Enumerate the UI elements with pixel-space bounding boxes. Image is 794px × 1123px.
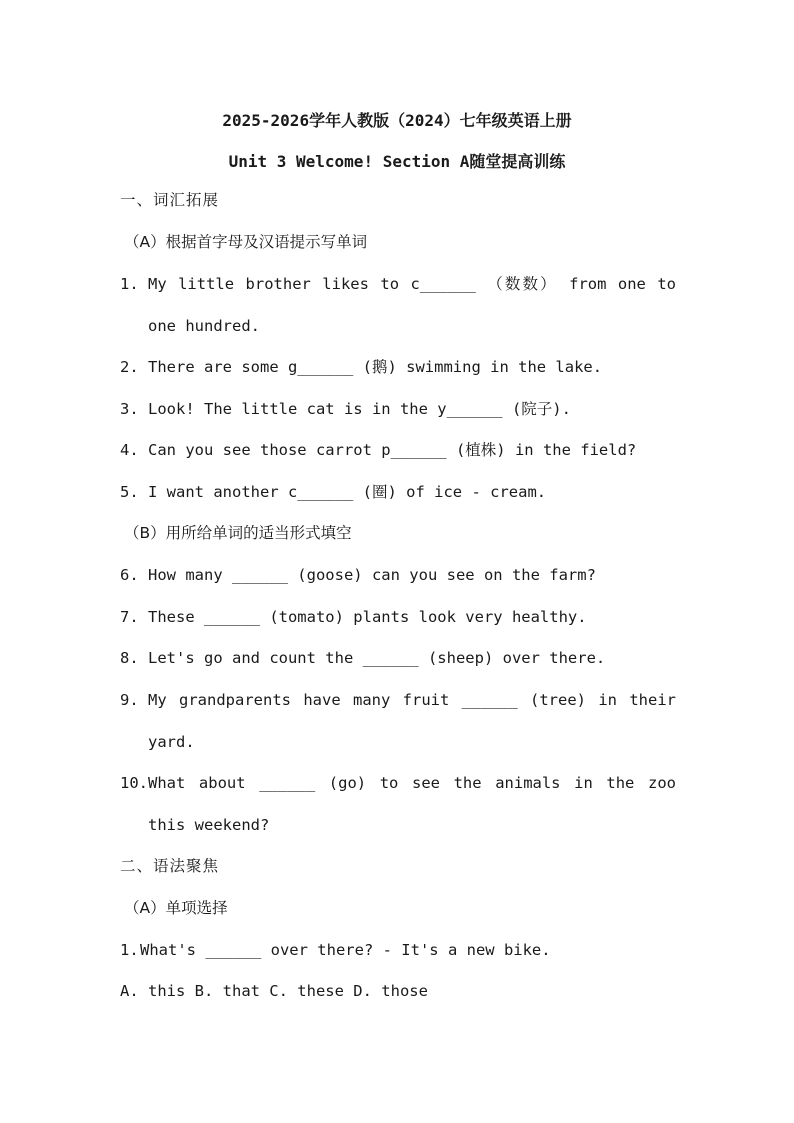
question-text: Look! The little cat is in the y______ (院子). xyxy=(148,400,571,418)
answer-options: A. this B. that C. these D. those xyxy=(120,982,428,1000)
question-item xyxy=(120,440,676,460)
question-text-continued: yard. xyxy=(148,733,195,751)
question-number: 3. xyxy=(120,400,139,418)
question-item xyxy=(120,482,676,502)
question-number: 8. xyxy=(120,649,139,667)
question-text: What about ______ (go) to see the animals in the zoo xyxy=(148,774,676,792)
question-item xyxy=(120,648,676,668)
question-number: 6. xyxy=(120,566,139,584)
question-number: 4. xyxy=(120,441,139,459)
question-text: My little brother likes to c______ （数数） from one to xyxy=(148,275,676,293)
question-number: 10. xyxy=(120,774,148,792)
question-item xyxy=(120,274,676,294)
question-number: 5. xyxy=(120,483,139,501)
question-item xyxy=(120,357,676,377)
section-heading-vocabulary: 一、词汇拓展 xyxy=(120,191,220,209)
question-item xyxy=(120,607,676,627)
part-heading-b: （B）用所给单词的适当形式填空 xyxy=(124,524,352,542)
question-number: 1. xyxy=(120,275,139,293)
question-item xyxy=(120,940,676,960)
question-item xyxy=(120,773,676,793)
question-number: 1. xyxy=(120,941,139,959)
question-text: What's ______ over there? - It's a new bike. xyxy=(140,941,551,959)
question-text-continued: one hundred. xyxy=(148,317,260,335)
question-text: Let's go and count the ______ (sheep) over there. xyxy=(148,649,606,667)
document-subtitle: Unit 3 Welcome! Section A随堂提高训练 xyxy=(228,152,566,171)
part-heading-a: （A）根据首字母及汉语提示写单词 xyxy=(124,233,368,251)
question-number: 2. xyxy=(120,358,139,376)
question-text: Can you see those carrot p______ (植株) in the field? xyxy=(148,441,637,459)
part-heading-single-choice: （A）单项选择 xyxy=(124,899,228,917)
question-item xyxy=(120,565,676,585)
question-number: 7. xyxy=(120,608,139,626)
question-text: My grandparents have many fruit ______ (tree) in their xyxy=(148,691,676,709)
question-text: How many ______ (goose) can you see on the farm? xyxy=(148,566,596,584)
question-item xyxy=(120,399,676,419)
question-text: There are some g______ (鹅) swimming in the lake. xyxy=(148,358,603,376)
question-item xyxy=(120,690,676,710)
question-number: 9. xyxy=(120,691,139,709)
question-text: I want another c______ (圈) of ice - cream. xyxy=(148,483,547,501)
question-text-continued: this weekend? xyxy=(148,816,270,834)
section-heading-grammar: 二、语法聚焦 xyxy=(120,857,220,875)
document-title: 2025-2026学年人教版（2024）七年级英语上册 xyxy=(222,111,572,130)
question-text: These ______ (tomato) plants look very healthy. xyxy=(148,608,587,626)
